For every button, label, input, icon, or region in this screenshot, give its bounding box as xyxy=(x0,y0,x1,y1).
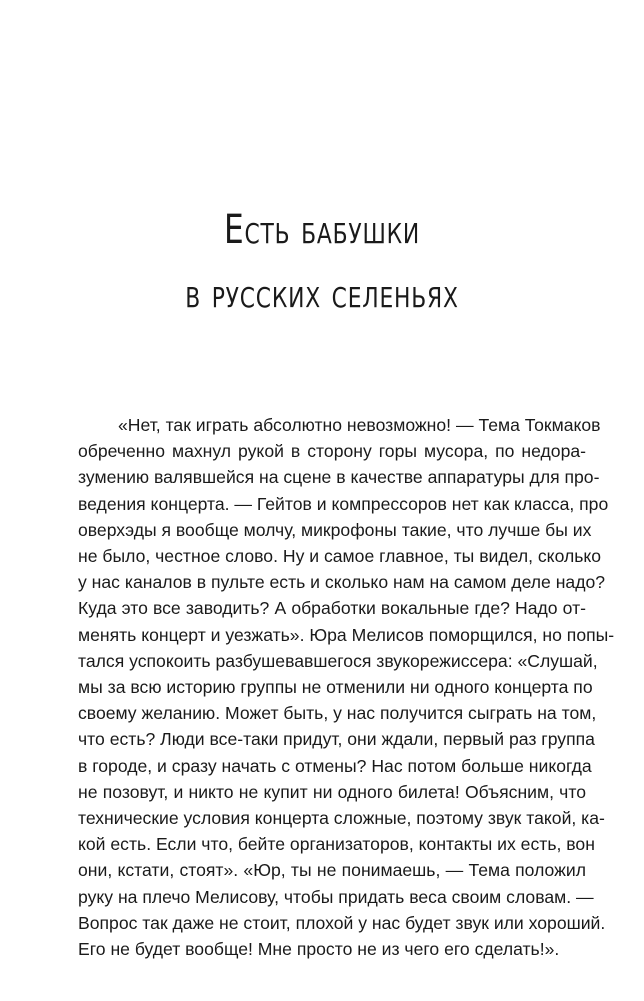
text-line: Его не будет вообще! Мне просто не из чего его сделать!». xyxy=(78,939,560,960)
text-line: руку на плечо Мелисову, чтобы придать веса своим словам. — xyxy=(78,886,594,907)
body-paragraph xyxy=(78,412,615,962)
chapter-title-line-1: Есть бабушки xyxy=(224,207,420,253)
text-line: обреченно махнул рукой в сторону горы мусора, по недора- xyxy=(78,441,586,462)
text-line: в городе, и сразу начать с отмены? Нас потом больше никогда xyxy=(78,755,592,776)
text-line: Вопрос так даже не стоит, плохой у нас будет звук или хороший. xyxy=(78,912,606,933)
text-line: кой есть. Если что, бейте организаторов, контакты их есть, вон xyxy=(78,834,595,855)
text-line: своему желанию. Может быть, у нас получится сыграть на том, xyxy=(78,703,597,724)
text-line: у нас каналов в пульте есть и сколько нам на самом деле надо? xyxy=(78,572,606,593)
text-line: менять концерт и уезжать». Юра Мелисов поморщился, но попы- xyxy=(78,624,615,645)
chapter-title-line-2: в русских селеньях xyxy=(185,271,459,317)
chapter-title xyxy=(71,198,573,326)
text-line: ведения концерта. — Гейтов и компрессоров нет как класса, про xyxy=(78,493,609,514)
text-line: оверхэды я вообще молчу, микрофоны такие, что лучше бы их xyxy=(78,519,592,540)
text-line: не позовут, и никто не купит ни одного билета! Объясним, что xyxy=(78,781,586,802)
text-line: Куда это все заводить? А обработки вокальные где? Надо от- xyxy=(78,598,586,619)
text-line: тался успокоить разбушевавшегося звукорежиссера: «Слушай, xyxy=(78,650,598,671)
text-line: технические условия концерта сложные, поэтому звук такой, ка- xyxy=(78,808,605,829)
text-line: что есть? Люди все-таки придут, они ждали, первый раз группа xyxy=(78,729,595,750)
text-line: они, кстати, стоят». «Юр, ты не понимаешь, — Тема положил xyxy=(78,860,586,881)
text-line: зумению валявшейся на сцене в качестве аппаратуры для про- xyxy=(78,467,600,488)
text-line: не было, честное слово. Ну и самое главное, ты видел, сколько xyxy=(78,546,602,567)
text-line: мы за всю историю группы не отменили ни одного концерта по xyxy=(78,677,593,698)
text-line: «Нет, так играть абсолютно невозможно! — Тема Токмаков xyxy=(118,415,601,435)
